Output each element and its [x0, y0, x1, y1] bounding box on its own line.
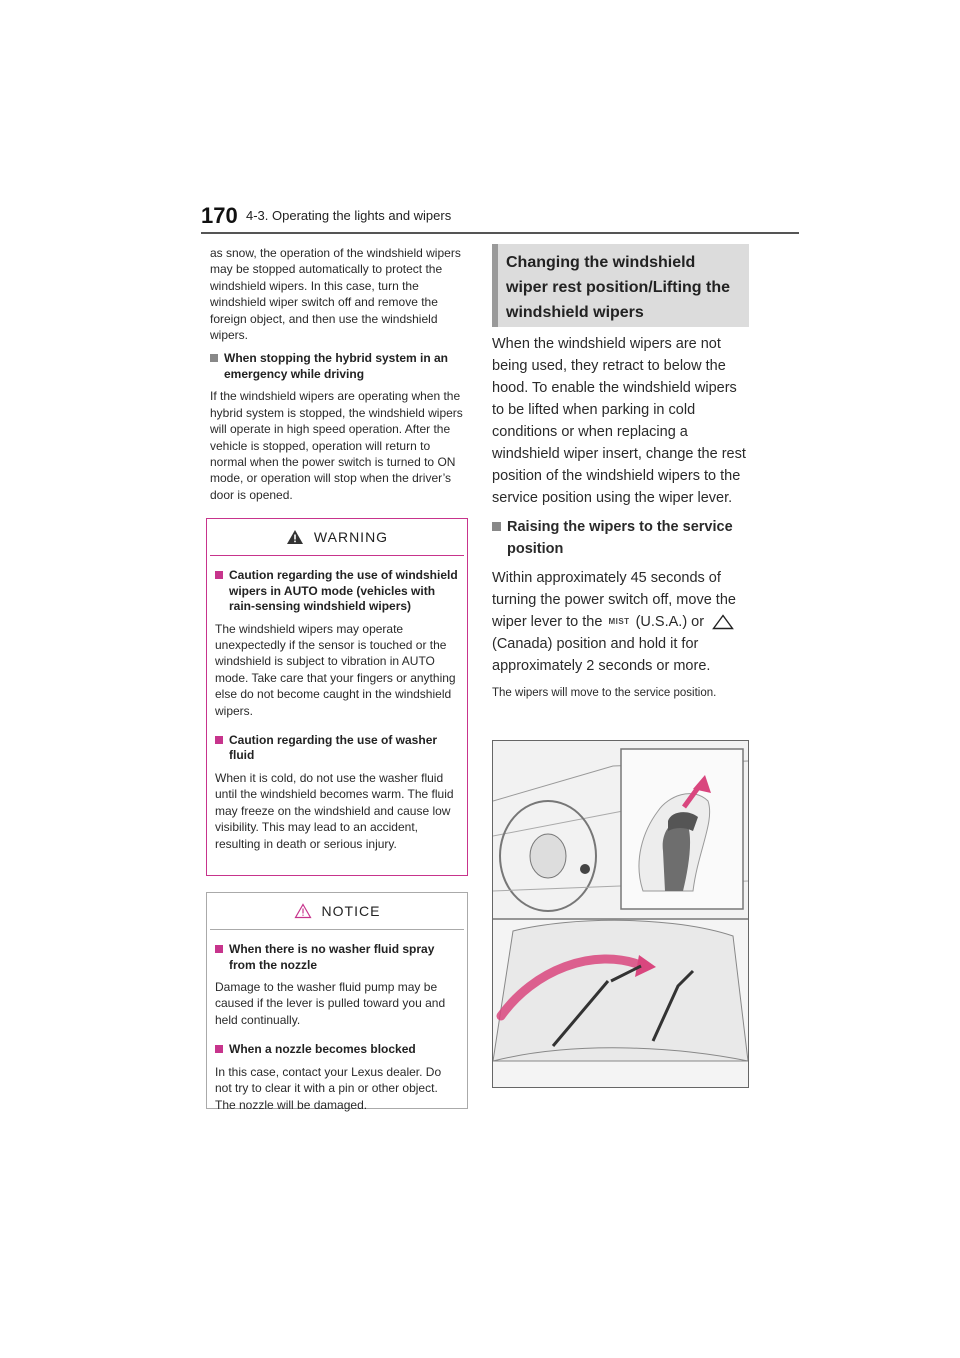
square-bullet-icon [215, 571, 223, 579]
notice-title: NOTICE [321, 903, 381, 919]
right-section-heading: Changing the windshield wiper rest position/Lifting the windshield wipers [492, 244, 749, 327]
illustration-caption: The wipers will move to the service position. [492, 687, 717, 700]
header-divider [201, 232, 799, 234]
warning-body [207, 556, 467, 852]
warning-item2-text: When it is cold, do not use the washer fluid until the windshield becomes warm. The fluid may freeze on the windshield and cause low visibility. This may lead to an accident, resulting in death or serious injury. [215, 770, 454, 851]
notice-item2-text: In this case, contact your Lexus dealer. Do not try to clear it with a pin or other object. The nozzle will be damaged. [215, 1064, 442, 1112]
warning-item-heading [215, 733, 459, 764]
square-bullet-icon [210, 354, 218, 362]
warning-title: WARNING [313, 529, 389, 545]
left-column [210, 245, 468, 511]
warning-box [206, 518, 468, 876]
instruction-text-mid: (U.S.A.) or [635, 614, 705, 630]
instruction-paragraph [492, 567, 750, 677]
emergency-heading [210, 351, 468, 382]
instruction-text-after: (Canada) position and hold it for approximately 2 seconds or more. [492, 636, 711, 675]
service-position-heading [492, 516, 750, 560]
square-bullet-icon [215, 1045, 223, 1053]
square-bullet-icon [215, 945, 223, 953]
wiper-service-illustration [492, 740, 749, 1088]
notice-item2-heading-text: When a nozzle becomes blocked [229, 1042, 416, 1057]
notice-item1-heading-text: When there is no washer fluid spray from the nozzle [229, 942, 435, 972]
notice-item1-text: Damage to the washer fluid pump may be caused if the lever is pulled toward you and held continually. [215, 980, 446, 1027]
notice-body [207, 930, 467, 1113]
intro-paragraph: as snow, the operation of the windshield wipers may be stopped automatically to protect the windshield wipers. In this case, turn the windshield wiper switch off and remove the foreign object, and then use the windshield wipers. [210, 246, 461, 343]
notice-header [207, 893, 467, 929]
warning-item1-heading-text: Caution regarding the use of windshield wipers in AUTO mode (vehicles with rain-sensing windshield wipers) [229, 568, 458, 613]
emergency-heading-text: When stopping the hybrid system in an emergency while driving [224, 351, 449, 381]
caution-triangle-icon [294, 903, 312, 919]
emergency-paragraph: If the windshield wipers are operating when the hybrid system is stopped, the windshield wipers will operate in high speed operation. After the vehicle is stopped, operation will return to normal when the power switch is turned to ON mode, or operation will stop when the driver’s door is opened. [210, 389, 463, 502]
warning-triangle-icon [286, 529, 304, 545]
right-column [492, 333, 750, 702]
warning-item1-text: The windshield wipers may operate unexpectedly if the sensor is touched or the windshield is subject to vibration in AUTO mode. Take care that your fingers or anything else do not become caught in the windshield wipers. [215, 621, 456, 718]
page-number: 170 [201, 203, 238, 228]
warning-item2-heading-text: Caution regarding the use of washer fluid [229, 732, 438, 763]
notice-item-heading [215, 1042, 459, 1058]
mist-symbol: MIST [608, 617, 630, 627]
square-bullet-icon [492, 522, 501, 531]
warning-header [207, 519, 467, 555]
instruction-text-before: Within approximately 45 seconds of turning the power switch off, move the wiper lever to the [492, 570, 736, 630]
square-bullet-icon [215, 736, 223, 744]
wiper-lever-and-windshield-illustration [493, 741, 748, 1087]
right-intro-paragraph: When the windshield wipers are not being used, they retract to below the hood. To enable the windshield wipers to be lifted when parking in cold conditions or when replacing a windshield wiper insert, change the rest position of the windshield wipers to the service position using the wiper lever. [492, 336, 746, 506]
section-title: 4-3. Operating the lights and wipers [246, 208, 452, 223]
notice-item-heading [215, 942, 459, 973]
warning-item-heading [215, 568, 459, 615]
service-position-heading-text: Raising the wipers to the service position [507, 519, 733, 557]
notice-box [206, 892, 468, 1112]
mist-triangle-icon [712, 614, 734, 630]
